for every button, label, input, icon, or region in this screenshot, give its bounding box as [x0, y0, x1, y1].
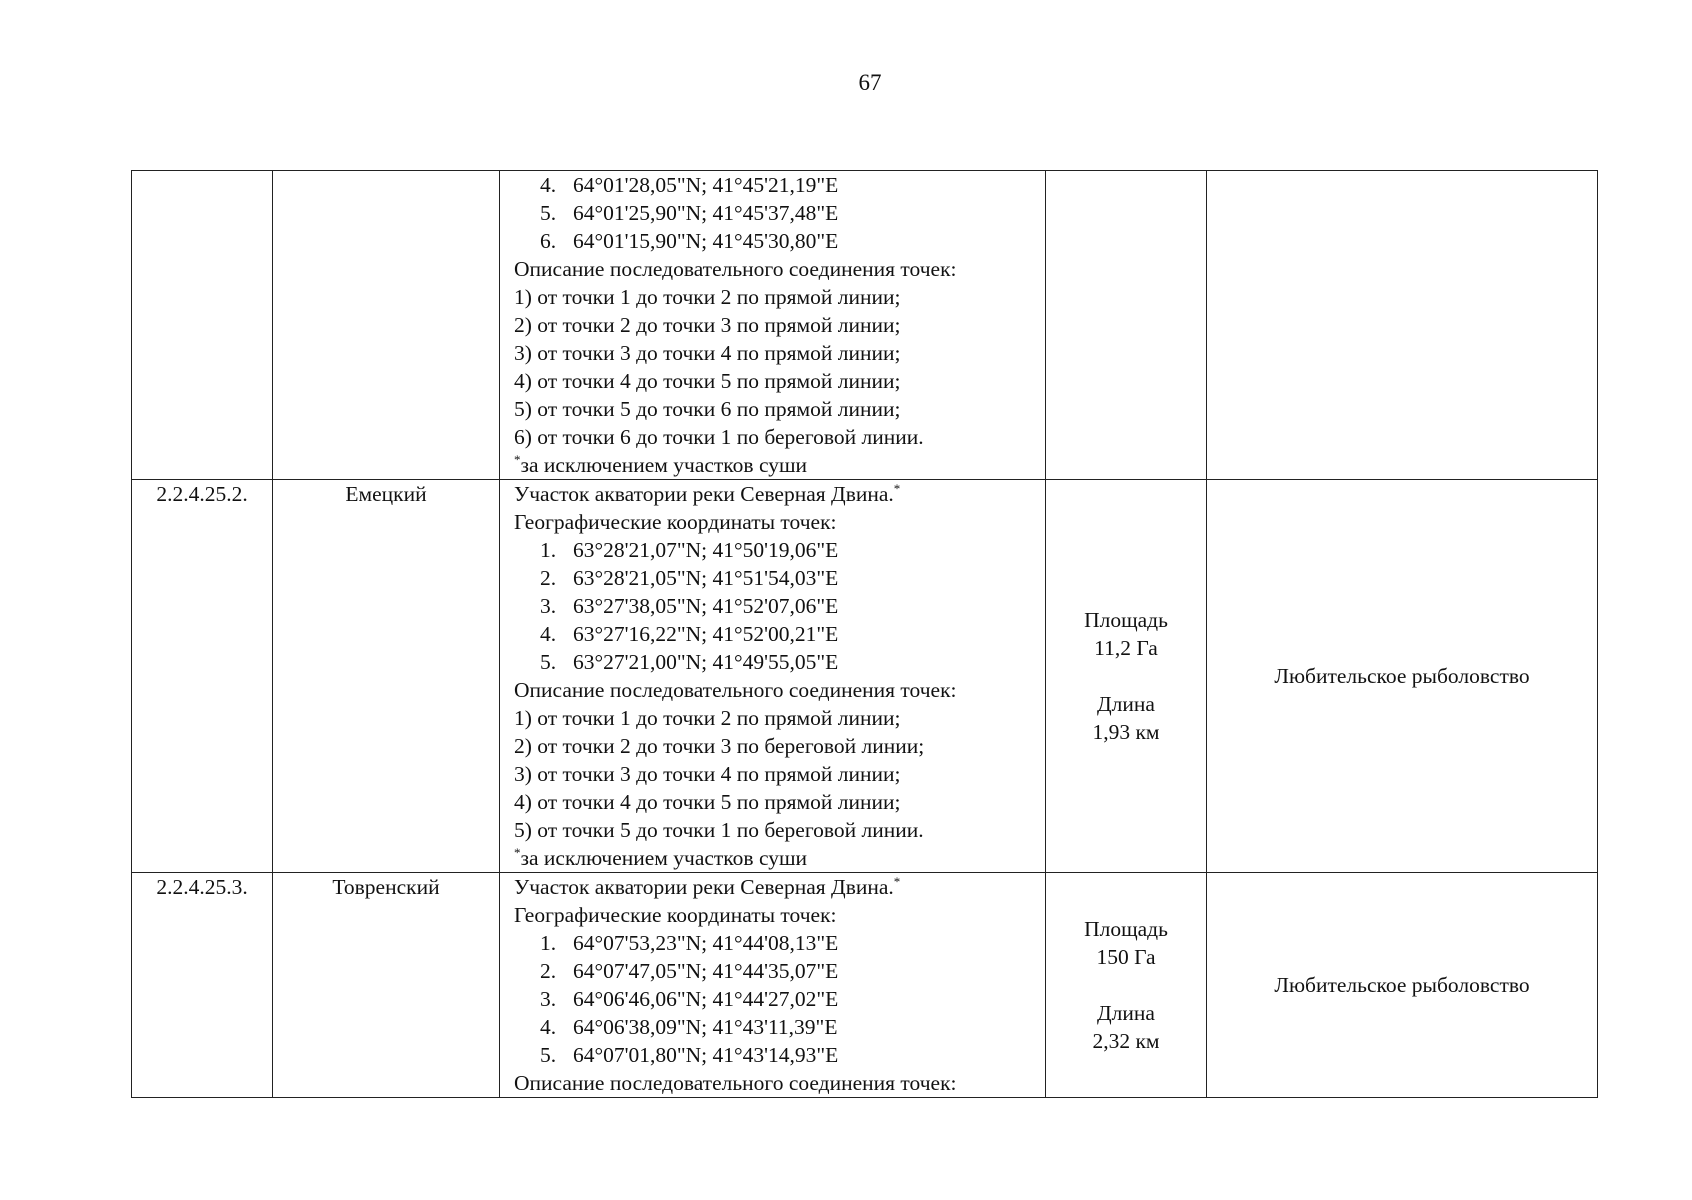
- coordinate-point: 3. 63°27'38,05"N; 41°52'07,06"E: [540, 594, 839, 618]
- row-number-cell: 2.2.4.25.3.: [132, 873, 273, 1098]
- area-label: Площадь: [1084, 608, 1168, 632]
- connection-line: 1) от точки 1 до точки 2 по прямой линии;: [514, 706, 901, 730]
- coords-header: Географические координаты точек:: [514, 903, 837, 927]
- footnote: *за исключением участков суши: [514, 452, 808, 477]
- row-description-cell: [500, 873, 1046, 1098]
- length-label: Длина: [1097, 692, 1155, 716]
- coordinate-point: 1. 63°28'21,07"N; 41°50'19,06"E: [540, 538, 839, 562]
- coordinate-point: 2. 63°28'21,05"N; 41°51'54,03"E: [540, 566, 839, 590]
- coordinate-point: 4. 63°27'16,22"N; 41°52'00,21"E: [540, 622, 839, 646]
- connection-line: 2) от точки 2 до точки 3 по прямой линии;: [514, 313, 901, 337]
- coordinate-point: 4. 64°01'28,05"N; 41°45'21,19"E: [540, 173, 839, 197]
- table-row: [132, 873, 1598, 1098]
- row-name-cell: Емецкий: [273, 480, 500, 873]
- row-number-cell: [132, 171, 273, 480]
- coordinate-point: 3. 64°06'46,06"N; 41°44'27,02"E: [540, 987, 839, 1011]
- row-name-cell: [273, 171, 500, 480]
- area-value: 11,2 Га: [1094, 636, 1158, 660]
- coordinate-point: 5. 64°01'25,90"N; 41°45'37,48"E: [540, 201, 839, 225]
- connection-line: 1) от точки 1 до точки 2 по прямой линии;: [514, 285, 901, 309]
- coordinate-point: 4. 64°06'38,09"N; 41°43'11,39"E: [540, 1015, 838, 1039]
- row-number-cell: 2.2.4.25.2.: [132, 480, 273, 873]
- area-label: Площадь: [1084, 917, 1168, 941]
- connection-line: 2) от точки 2 до точки 3 по береговой линии;: [514, 734, 925, 758]
- coordinate-point: 5. 64°07'01,80"N; 41°43'14,93"E: [540, 1043, 839, 1067]
- connection-line: 5) от точки 5 до точки 6 по прямой линии;: [514, 397, 901, 421]
- connection-line: 3) от точки 3 до точки 4 по прямой линии;: [514, 762, 901, 786]
- coordinate-point: 6. 64°01'15,90"N; 41°45'30,80"E: [540, 229, 839, 253]
- area-value: 150 Га: [1096, 945, 1156, 969]
- coords-header: Географические координаты точек:: [514, 510, 837, 534]
- coordinate-point: 5. 63°27'21,00"N; 41°49'55,05"E: [540, 650, 839, 674]
- row-name-cell: Товренский: [273, 873, 500, 1098]
- length-label: Длина: [1097, 1001, 1155, 1025]
- row-use-cell: Любительское рыболовство: [1207, 480, 1598, 873]
- footnote: *за исключением участков суши: [514, 845, 808, 870]
- page-number: 67: [858, 70, 882, 95]
- connection-header: Описание последовательного соединения точек:: [514, 678, 957, 702]
- row-use-cell: [1207, 171, 1598, 480]
- row-size-cell: [1046, 171, 1207, 480]
- table-row: [132, 480, 1598, 873]
- table-row: [132, 171, 1598, 480]
- row-use-cell: Любительское рыболовство: [1207, 873, 1598, 1098]
- coordinate-point: 1. 64°07'53,23"N; 41°44'08,13"E: [540, 931, 839, 955]
- connection-header: Описание последовательного соединения точек:: [514, 257, 957, 281]
- connection-line: 3) от точки 3 до точки 4 по прямой линии;: [514, 341, 901, 365]
- zones-table: [131, 170, 1598, 1098]
- connection-line: 5) от точки 5 до точки 1 по береговой линии.: [514, 818, 924, 842]
- row-description-cell: [500, 171, 1046, 480]
- row-size-cell: [1046, 873, 1207, 1098]
- connection-line: 6) от точки 6 до точки 1 по береговой линии.: [514, 425, 924, 449]
- length-value: 2,32 км: [1092, 1029, 1160, 1053]
- connection-header: Описание последовательного соединения точек:: [514, 1071, 957, 1095]
- description-intro: Участок акватории реки Северная Двина.*: [514, 481, 901, 506]
- row-size-cell: [1046, 480, 1207, 873]
- description-intro: Участок акватории реки Северная Двина.*: [514, 874, 901, 899]
- length-value: 1,93 км: [1092, 720, 1160, 744]
- row-description-cell: [500, 480, 1046, 873]
- coordinate-point: 2. 64°07'47,05"N; 41°44'35,07"E: [540, 959, 839, 983]
- connection-line: 4) от точки 4 до точки 5 по прямой линии;: [514, 790, 901, 814]
- connection-line: 4) от точки 4 до точки 5 по прямой линии;: [514, 369, 901, 393]
